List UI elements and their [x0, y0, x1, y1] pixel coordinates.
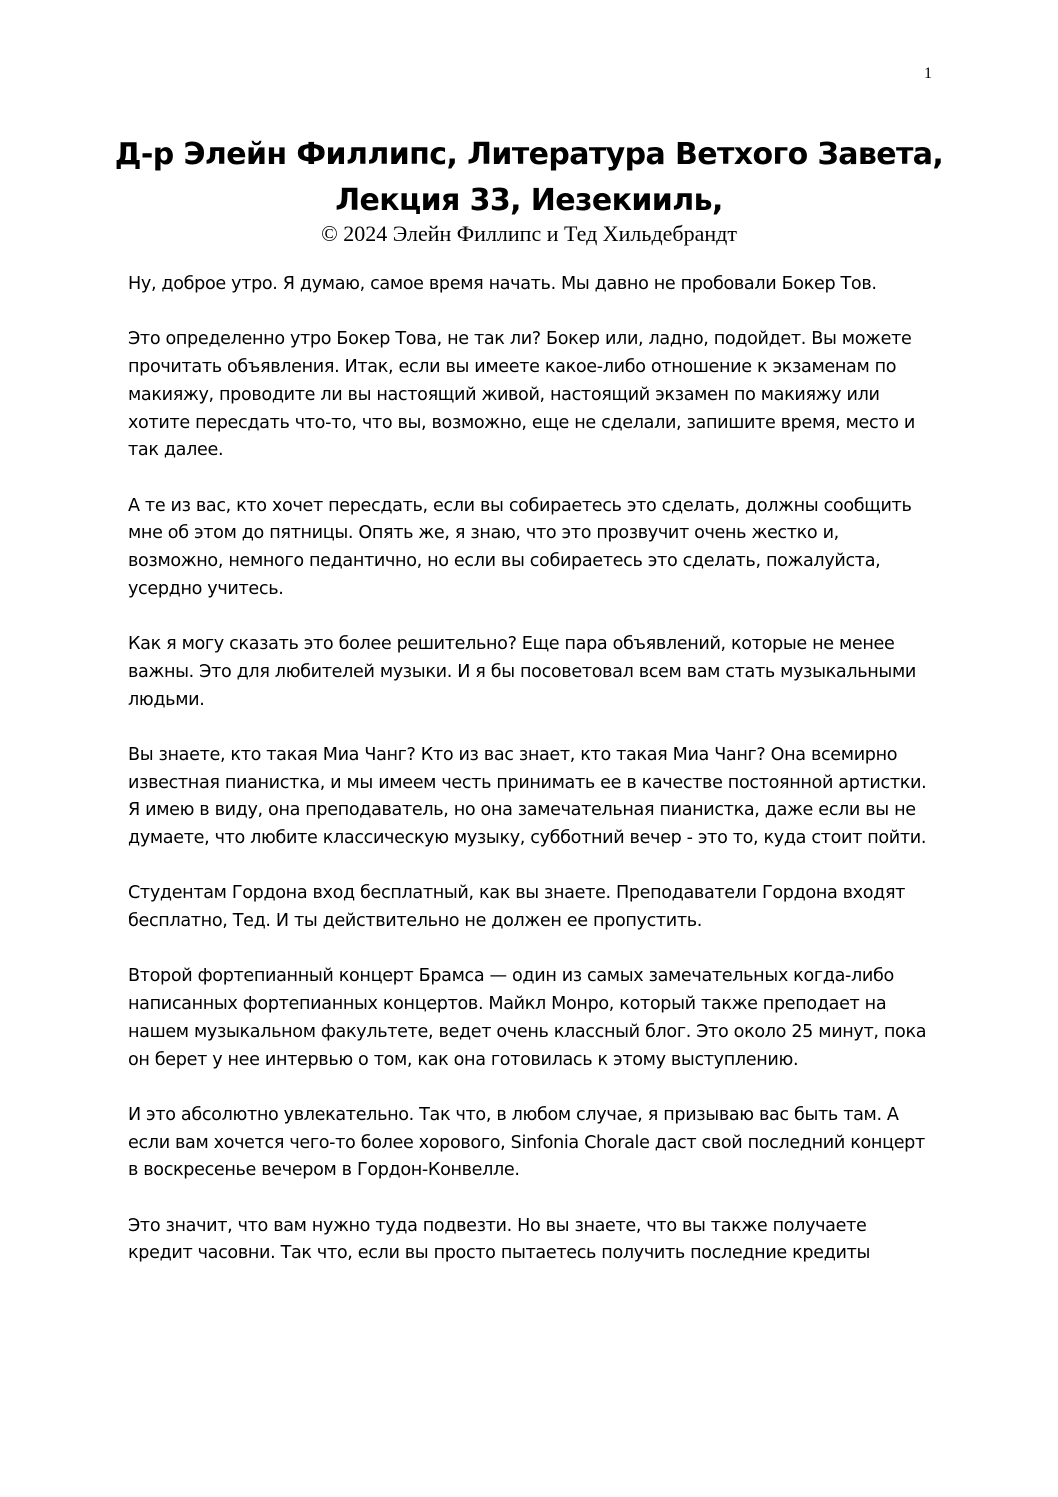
paragraph: Это значит, что вам нужно туда подвезти. Но вы знаете, что вы также получаете кредит часовни. Так что, если вы просто пытаетесь получить последние кредиты — [128, 1215, 871, 1264]
page-title: Д-р Элейн Филлипс, Литература Ветхого Завета, Лекция 33, Иезекииль, — [114, 137, 944, 218]
page-number: 1 — [924, 65, 932, 82]
paragraph: Это определенно утро Бокер Това, не так ли? Бокер или, ладно, подойдет. Вы можете прочитать объявления. Итак, если вы имеете какое-либо отношение к экзаменам по макияжу, проводите ли вы настоящий живой, настоящий экзамен по макияжу или хотите пересдать что-то, что вы, возможно, еще не сделали, запишите время, место и так далее. — [128, 329, 915, 461]
paragraph: Студентам Гордона вход бесплатный, как вы знаете. Преподаватели Гордона входят бесплатно, Тед. И ты действительно не должен ее пропустить. — [128, 883, 906, 932]
paragraph: Вы знаете, кто такая Миа Чанг? Кто из вас знает, кто такая Миа Чанг? Она всемирно известная пианистка, и мы имеем честь принимать ее в качестве постоянной артистки. Я имею в виду, она преподаватель, но она замечательная пианистка, даже если вы не думаете, что любите классическую музыку, субботний вечер - это то, куда стоит пойти. — [128, 744, 927, 848]
lecture-body — [128, 271, 928, 1296]
paragraph: Второй фортепианный концерт Брамса — один из самых замечательных когда-либо написанных фортепианных концертов. Майкл Монро, который также преподает на нашем музыкальном факультете, ведет очень классный блог. Это около 25 минут, пока он берет у нее интервью о том, как она готовилась к этому выступлению. — [128, 966, 927, 1070]
copyright-line: © 2024 Элейн Филлипс и Тед Хильдебрандт — [321, 221, 737, 246]
paragraph: Ну, доброе утро. Я думаю, самое время начать. Мы давно не пробовали Бокер Тов. — [128, 274, 877, 294]
paragraph: И это абсолютно увлекательно. Так что, в любом случае, я призываю вас быть там. А если вам хочется чего-то более хорового, Sinfonia Chorale даст свой последний концерт в воскресенье вечером в Гордон-Конвелле. — [128, 1104, 925, 1181]
paragraph: Как я могу сказать это более решительно? Еще пара объявлений, которые не менее важны. Это для любителей музыки. И я бы посоветовал всем вам стать музыкальными людьми. — [128, 634, 916, 710]
paragraph: А те из вас, кто хочет пересдать, если вы собираетесь это сделать, должны сообщить мне об этом до пятницы. Опять же, я знаю, что это прозвучит очень жестко и, возможно, немного педантично, но если вы собираетесь это сделать, пожалуйста, усердно учитесь. — [128, 495, 912, 599]
